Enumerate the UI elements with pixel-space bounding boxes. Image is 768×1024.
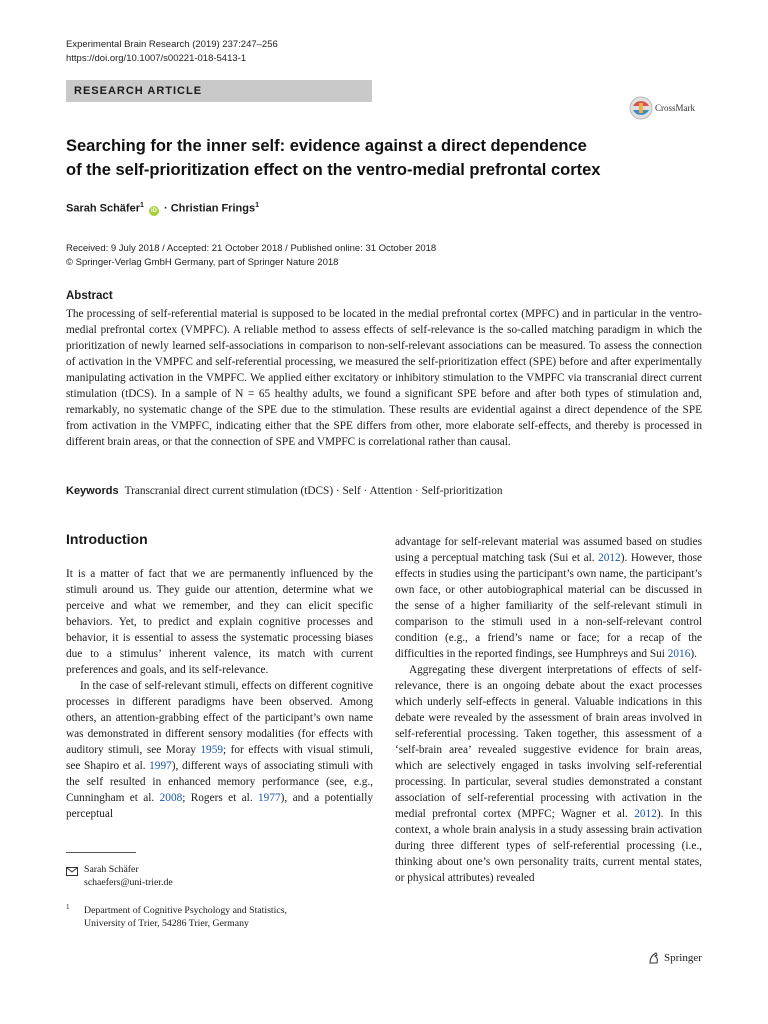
affiliation-line: Department of Cognitive Psychology and Statistics, xyxy=(84,905,287,916)
crossmark-icon xyxy=(629,95,705,121)
footnote-divider xyxy=(66,852,136,853)
citation-link[interactable]: 2008 xyxy=(159,792,183,804)
journal-citation: Experimental Brain Research (2019) 237:247–256 xyxy=(66,39,278,50)
affiliation-line: University of Trier, 54286 Trier, Germany xyxy=(84,918,249,929)
title-line-2: of the self-prioritization effect on the ventro-medial prefrontal cortex xyxy=(66,161,601,179)
envelope-icon xyxy=(66,863,78,881)
dates-line: Received: 9 July 2018 / Accepted: 21 October 2018 / Published online: 31 October 2018 xyxy=(66,243,437,254)
intro-paragraph: It is a matter of fact that we are permanently influenced by the stimuli around us. They guide our attention, determine what we perceive and what we remember, and they can elicit specific behaviors. Yet, to predict and explain cognitive processes and behavior, it is essential to assess the systematic processing biases due to a stimulus’ inherent valence, its match with current preferences and goals, and its self-relevance. xyxy=(66,568,373,676)
intro-paragraph xyxy=(66,678,373,822)
section-label: RESEARCH ARTICLE xyxy=(66,80,372,102)
author-separator: · xyxy=(160,202,171,215)
orcid-icon[interactable]: iD xyxy=(150,207,157,214)
crossmark-label: CrossMark xyxy=(655,103,695,113)
springer-horse-icon xyxy=(648,952,660,964)
author-name[interactable]: Christian Frings xyxy=(170,202,256,215)
introduction-heading: Introduction xyxy=(66,531,148,547)
title-line-1: Searching for the inner self: evidence against a direct dependence xyxy=(66,137,587,155)
author-name[interactable]: Sarah Schäfer xyxy=(66,202,140,215)
intro-paragraph xyxy=(395,534,702,662)
publication-dates xyxy=(66,242,436,270)
keywords xyxy=(66,485,706,497)
citation-link[interactable]: 2012 xyxy=(634,808,657,820)
paragraph-text: ; Rogers et al. xyxy=(182,792,259,804)
paragraph-text: ), and a potentially perceptual xyxy=(66,792,373,820)
author-affil-sup: 1 xyxy=(139,202,144,209)
publisher-logo xyxy=(648,952,702,964)
citation-link[interactable]: 1959 xyxy=(200,744,223,756)
paragraph-text: advantage for self-relevant material was assumed based on studies using a perceptual matching task (Sui et al. xyxy=(395,536,702,564)
citation-link[interactable]: 1977 xyxy=(258,792,281,804)
contact-email[interactable]: schaefers@uni-trier.de xyxy=(84,877,173,888)
corresponding-author xyxy=(84,863,173,889)
doi-link[interactable]: https://doi.org/10.1007/s00221-018-5413-1 xyxy=(66,53,247,64)
intro-paragraph xyxy=(395,662,702,886)
affiliation-number: 1 xyxy=(66,903,70,911)
body-column-right xyxy=(395,534,702,886)
abstract-text: The processing of self-referential material is supposed to be located in the medial prefrontal cortex (MPFC) and in particular in the ventro-medial prefrontal cortex (VMPFC). A reliable method to assess effects of self-relevance is the so-called matching paradigm in which the prioritization of newly learned self-associations in comparison to non-self-relevant associations can be measured. To assess the connection of activation in the VMPFC and self-referential processing, we measured the self-prioritization effect (SPE) before and after experimentally manipulating activation in the VMPFC. We applied either excitatory or inhibitory stimulation to the VMPFC via transcranial direct current stimulation (tDCS). In a sample of N = 65 healthy adults, we found a significant SPE before and after both types of stimulation and, remarkably, no systematic change of the SPE due to the stimulation. These results are evidential against a direct dependence of the SPE from activation in the VMPFC, indicating either that the SPE differs from other, more elaborate self-effects, and thereby is processed in different brain areas, or that the connection of SPE and VMPFC is correlational rather than causal. xyxy=(66,308,702,448)
keywords-label: Keywords xyxy=(66,485,119,497)
abstract-heading: Abstract xyxy=(66,290,113,302)
paragraph-text: In the case of self-relevant stimuli, effects on different cognitive processes in different paradigms have been observed. Among others, an attention-grabbing effect of the participant’s own name was demonstrated in different sensory modalities (for effects with auditory stimuli, see Moray xyxy=(66,680,373,756)
author-list xyxy=(66,202,259,216)
citation-link[interactable]: 2012 xyxy=(598,552,621,564)
copyright-line: © Springer-Verlag GmbH Germany, part of Springer Nature 2018 xyxy=(66,257,339,268)
crossmark-badge[interactable] xyxy=(629,95,705,121)
paragraph-text: ), different ways of associating stimuli with the self resulted in enhanced memory performance (see, e.g., Cunningham et al. xyxy=(66,760,373,804)
article-title xyxy=(66,134,706,182)
citation-link[interactable]: 1997 xyxy=(149,760,172,772)
citation-link[interactable]: 2016 xyxy=(667,648,691,660)
affiliation xyxy=(84,904,364,930)
body-column-left xyxy=(66,566,373,822)
contact-name: Sarah Schäfer xyxy=(84,864,139,875)
paragraph-text: ; for effects with visual stimuli, see Shapiro et al. xyxy=(66,744,373,772)
keywords-text: Transcranial direct current stimulation (tDCS) · Self · Attention · Self-prioritization xyxy=(124,485,503,497)
paragraph-text: ). In this context, a whole brain analysis in a study assessing brain activation during three different types of self-referential processing (i.e., thinking about one’s own personality traits, current mental states, or physical attributes) revealed xyxy=(395,808,702,884)
publisher-name: Springer xyxy=(664,952,702,964)
paragraph-text: ). However, those effects in studies using the participant’s own name, the participant’s own face, or other autobiographical material can be discussed in the sense of a higher familiarity of the self-relevant stimuli in comparison to the stimuli used in a non-self-relevant control condition (e.g., a friend’s name or face; for a recap of the difficulties in the reported findings, see Humphreys and Sui xyxy=(395,552,703,660)
paragraph-text: Aggregating these divergent interpretations of effects of self-relevance, there is an ongoing debate about the exact processes which underly self-effects in general. Valuable indications in this debate were revealed by the assessment of brain areas involved in self-referential processing. Taken together, this assessment of a ‘self-brain area’ revealed suggestive evidence for brain areas, which are selectively engaged in tasks involving self-referential processing. In particular, several studies demonstrated a constant association of self-referential processing with activation in the medial prefrontal cortex (MPFC; Wagner et al. xyxy=(395,664,702,820)
paragraph-text: ). xyxy=(690,648,697,660)
author-affil-sup: 1 xyxy=(255,202,259,209)
